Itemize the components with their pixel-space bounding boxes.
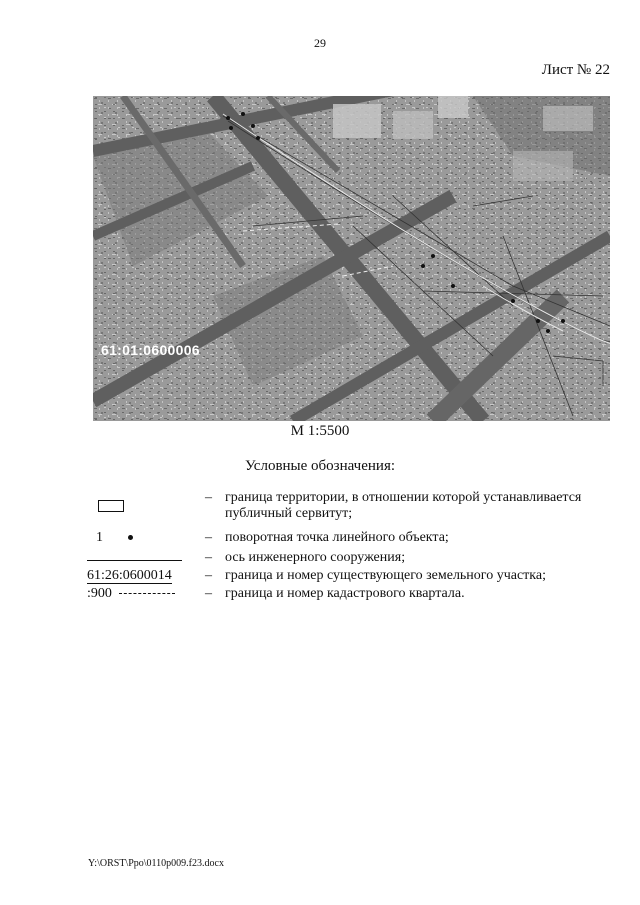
- legend-item-parcel: 61:26:0600014 – граница и номер существующего земельного участка;: [87, 568, 546, 583]
- axis-line-symbol: [87, 550, 187, 561]
- legend-title: Условные обозначения:: [244, 458, 396, 474]
- parcel-number-symbol: 61:26:0600014: [87, 568, 172, 583]
- map-drawing: [93, 96, 610, 421]
- legend-text: поворотная точка линейного объекта;: [225, 530, 449, 545]
- legend-item-quarter: :900 – граница и номер кадастрового квартала.: [87, 586, 465, 601]
- turning-point-symbol: 1: [87, 530, 187, 546]
- cadastral-map: [93, 96, 610, 421]
- servitude-boundary-symbol: [87, 500, 187, 512]
- legend-text: граница территории, в отношении которой устанавливается публичный сервитут;: [225, 490, 582, 521]
- legend-text: ось инженерного сооружения;: [225, 550, 406, 565]
- sheet-number: Лист № 22: [541, 62, 610, 78]
- quarter-label: 61:01:0600006: [101, 342, 200, 358]
- legend: [87, 490, 627, 604]
- point-dot-icon: [128, 535, 133, 540]
- legend-item-axis: – ось инженерного сооружения;: [87, 550, 627, 568]
- legend-item-servitude: – граница территории, в отношении которой устанавливается публичный сервитут;: [87, 490, 627, 530]
- file-path-footer: Y:\ORST\Ppo\0110p009.f23.docx: [88, 858, 224, 869]
- page-number: 29: [314, 36, 326, 50]
- legend-text: граница и номер кадастрового квартала.: [225, 586, 465, 601]
- quarter-boundary-symbol: :900: [87, 586, 187, 602]
- map-scale: М 1:5500: [290, 423, 350, 439]
- legend-text: граница и номер существующего земельного участка;: [225, 568, 546, 583]
- legend-item-point: 1 – поворотная точка линейного объекта;: [87, 530, 627, 550]
